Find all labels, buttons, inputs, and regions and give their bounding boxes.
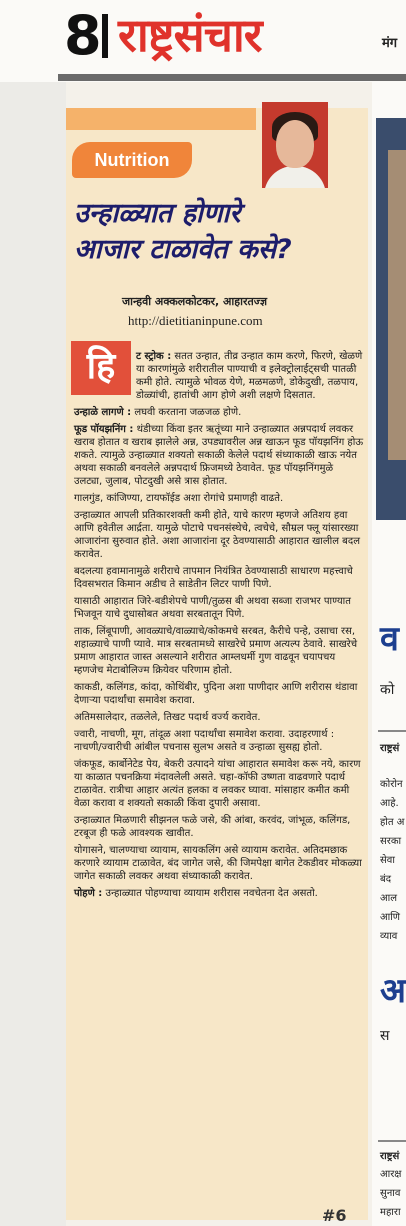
paragraph-text: सतत उन्हात, तीव्र उन्हात काम करणे, फिरणे, खेळणे या कारणांमुळे शरीरातील पाण्याची व इलेक्ट्रोलाईट्सची पातळी कमी होते. त्यामुळे भोवळ येणे, मळमळणे, डोकेदुखी, तळपाय, डोळ्यांची, हातांची आग होणे अशी लक्षणे दिसतात. [136,351,363,401]
section-badge [72,142,192,178]
adjacent-headline-1: व [380,619,399,659]
headline-line-2: आजार टाळावेत कसे? [74,234,292,265]
article-paragraph [74,814,364,840]
adjacent-text-line: कोरोन [380,779,403,790]
article-paragraph [74,492,364,505]
paragraph-text: ज्वारी, नाचणी, मूग, तांदूळ अशा पदार्थांचा समावेश करावा. उदाहरणार्थ : नाचणी/ज्वारीची आंबील पचनास सुलभ असते व उन्हाळा सुसह्य होतो. [74,729,335,753]
article-paragraph [74,625,364,677]
author-photo-face [276,120,314,168]
article-paragraph [74,844,364,883]
article-paragraph [74,728,364,754]
adjacent-text-line: सेवा [380,855,395,866]
paragraph-text: गालगुंड, कांजिण्या, टायफॉईड अशा रोगांचे प्रमाणही वाढते. [74,493,284,504]
left-margin [0,82,66,1226]
adjacent-text-line: आणि [380,912,401,923]
paragraph-text: ताक, लिंबूपाणी, आवळ्याचे/वाळ्याचे/कोकमचे सरबत, कैरीचे पन्हे, उसाचा रस, शहाळ्याचे पाणी प्यावे. मात्र सरबतामध्ये साखरेचे प्रमाण अत्यल्प ठेवावे. साखरेचे प्रमाण आहारात जास्त असल्याने शरीरात आम्लधर्मी गुण वाढवून चयापचय म्हणजेच मेटाबोलिज्म क्रियेवर परिणाम होतो. [74,626,358,676]
author-website-link[interactable]: http://dietitianinpune.com [128,313,263,328]
paragraph-text: जंकफूड, कार्बोनेटेड पेय, बेकरी उत्पादने यांचा आहारात समावेश करू नये, कारण या काळात पचनक्रिया मंदावलेली असते. चहा-कॉफी उष्णता वाढवणारे पदार्थ टाळावेत. रात्रीचा आहार अत्यंत हलका व लवकर घ्यावा. मांसाहार कमीत कमी वेळा करावा व शक्यतो सकाळी किंवा दुपारी असावा. [74,759,361,809]
paragraph-heading: पोहणे : [74,888,103,899]
adjacent-text-line: सरका [380,836,402,847]
masthead [0,0,406,82]
adjacent-subhead-2: स [380,1028,390,1044]
article-paragraph [136,350,364,402]
paragraph-text: उन्हाळ्यात आपली प्रतिकारशक्ती कमी होते, याचे कारण म्हणजे अतिशय हवा आणि हवेतील आर्द्रता. यामुळे पोटाचे पचनसंस्थेचे, त्वचेचे, सौम्रल फ्लू यांसारख्या आजारांना सुरुवात होते. अशा आजारांना दूर ठेवण्यासाठी आहारात खालील बदल करावेत. [74,510,360,560]
adjacent-text-line: बंद [380,874,392,885]
paragraph-text: अतिमसालेदार, तळलेले, तिखट पदार्थ वर्ज्य करावेत. [74,712,261,723]
paragraph-text: लघवी करताना जळजळ होणे. [131,407,242,418]
author-photo [262,102,328,188]
article-paragraph [74,887,364,900]
article-paragraph [74,406,364,419]
author-photo-shoulders [264,166,326,188]
paragraph-heading: उन्हाळे लागणे : [74,407,132,418]
paragraph-text: काकडी, कलिंगड, कांदा, कोथिंबीर, पुदिना अशा पाणीदार आणि शरीरास थंडावा देणाऱ्या पदार्थांचा समावेश करावा. [74,682,358,706]
paragraph-heading: ट स्ट्रोक : [136,351,172,362]
paragraph-text: उन्हाळ्यात मिळणारी सीझनल फळे जसे, की आंबा, करवंद, जांभूळ, कलिंगड, टरबूज ही फळे आवश्यक खावीत. [74,815,351,839]
adjacent-text-line: महारा [380,1207,401,1218]
paragraph-text: यासाठी आहारात जिरे-बडीशेपचे पाणी/तुळस बी अथवा सब्जा राजभर पाण्यात भिजवून याचे दुधासोबत अथवा सरबतातून पिणे. [74,596,351,620]
adjacent-text-line: आरक्ष [380,1169,402,1180]
paragraph-text: उन्हाळ्यात पोहण्याचा व्यायाम शरीरास नवचेतना देत असतो. [102,888,318,899]
adjacent-text-line: होत अ [380,817,405,828]
adjacent-text-line: सुनाव [380,1188,401,1199]
date-fragment: मंग [382,36,398,51]
article-paragraph [74,509,364,561]
paragraph-text: बदलत्या हवामानामुळे शरीराचे तापमान नियंत्रित ठेवण्यासाठी साधारण महत्त्वाचे दिवसभरात किमान अडीच ते साडेतीन लिटर पाणी पिणे. [74,566,353,590]
paragraph-text: थंडीच्या किंवा इतर ऋतूंच्या माने उन्हाळ्यात अन्नपदार्थ लवकर खराब होतात व खराब झालेले अन्न, उपड्यावरील अन्न खाऊन फूड पॉयझनिंग होऊ शकते. त्यामुळे उन्हाळ्यात शक्यतो सकाळी केलेले पदार्थ संध्याकाळी खाऊ नयेत अथवा सकाळी बनवलेले अन्नपदार्थ फ्रिजमध्ये ठेवावेत. फूड पॉयझनिंगमुळे उलट्या, जुलाब, पोटदुखी असे त्रास होतात. [74,424,364,487]
adjacent-dateline-2: राष्ट्रसं [380,1151,400,1162]
article-paragraph [74,565,364,591]
adjacent-headline-2: अ [380,971,406,1011]
masthead-divider [102,14,108,58]
article-paragraph [74,595,364,621]
article-body [74,350,364,904]
adjacent-rule-1 [378,730,406,732]
page-footer-mark: #6 [322,1206,347,1225]
article-paragraph [74,758,364,810]
adjacent-subhead-1: को [380,682,395,698]
headline-line-1: उन्हाळ्यात होणारे [74,198,241,229]
page-number: 8 [64,4,102,67]
section-badge-label: Nutrition [94,150,170,170]
article-headline [74,196,364,268]
article-author: जान्हवी अक्कलकोटकर, आहारतज्ज्ञ [122,295,268,308]
adjacent-text-line: व्याव [380,931,398,942]
adjacent-text-line: आहे. [380,798,399,809]
adjacent-rule-2 [378,1140,406,1142]
article-paragraph [74,711,364,724]
article-paragraph [74,423,364,488]
masthead-rule [58,74,406,81]
adjacent-photo [388,150,406,460]
adjacent-text-line: आल [380,893,397,904]
article-paragraph [74,681,364,707]
drop-cap: हि [86,346,116,387]
section-bar [66,108,256,130]
newspaper-name: राष्ट्रसंचार [118,8,262,62]
paragraph-heading: फूड पॉयझनिंग : [74,424,134,435]
paragraph-text: योगासने, चालण्याचा व्यायाम, सायकलिंग असे व्यायाम करावेत. अतिदमछाक करणारे व्यायाम टाळावेत, बंद जागेत जसे, की जिमपेक्षा बागेत टेकडीवर मोकळ्या जागेत सकाळी लवकर अथवा संध्याकाळी करावेत. [74,845,362,882]
adjacent-dateline-1: राष्ट्रसं [380,743,400,754]
